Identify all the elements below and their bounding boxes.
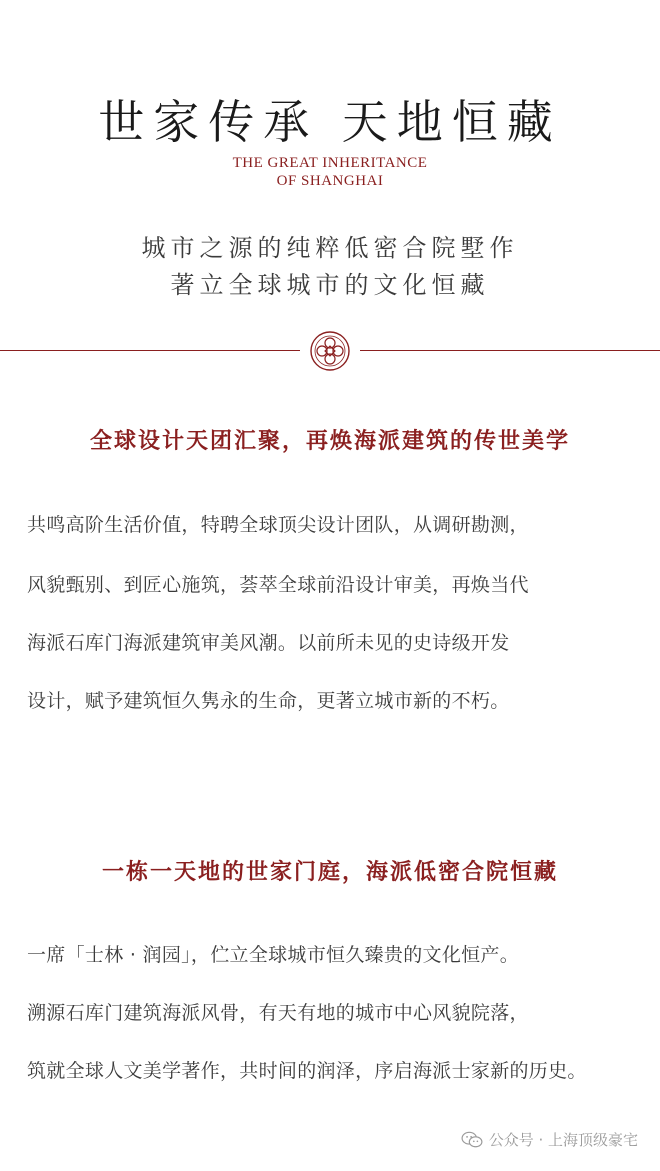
section-1-line-2: 风貌甄别、到匠心施筑，荟萃全球前沿设计审美，再焕当代 [27,574,529,596]
footer-watermark [461,1129,638,1150]
section-1-line-1: 共鸣高阶生活价值，特聘全球顶尖设计团队，从调研勘测， [27,514,529,536]
divider-left [0,350,300,351]
footer-account-label: 公众号 · 上海顶级豪宅 [488,1131,638,1149]
section-2-heading: 一栋一天地的世家门庭，海派低密合院恒藏 [101,860,558,885]
tagline-line-2: 著立全球城市的文化恒藏 [170,271,490,299]
section-2-line-1: 一席「士林 · 润园」，伫立全球城市恒久臻贵的文化恒产。 [27,944,520,966]
section-1-heading: 全球设计天团汇聚，再焕海派建筑的传世美学 [89,429,570,454]
section-1-line-4: 设计，赋予建筑恒久隽永的生命，更著立城市新的不朽。 [27,690,510,712]
english-subtitle-line-2: OF SHANGHAI [276,173,384,189]
ornament-emblem-icon [309,330,351,372]
divider-right [360,350,660,351]
section-2-line-3: 筑就全球人文美学著作，共时间的润泽，序启海派士家新的历史。 [27,1060,587,1082]
tagline-line-1: 城市之源的纯粹低密合院墅作 [141,234,519,262]
english-subtitle-line-1: THE GREAT INHERITANCE [232,155,428,171]
section-1-line-3: 海派石库门海派建筑审美风潮。以前所未见的史诗级开发 [27,632,510,654]
wechat-icon [461,1131,483,1149]
page-title: 世家传承 天地恒藏 [98,95,562,149]
section-2-line-2: 溯源石库门建筑海派风骨，有天有地的城市中心风貌院落， [27,1002,529,1024]
